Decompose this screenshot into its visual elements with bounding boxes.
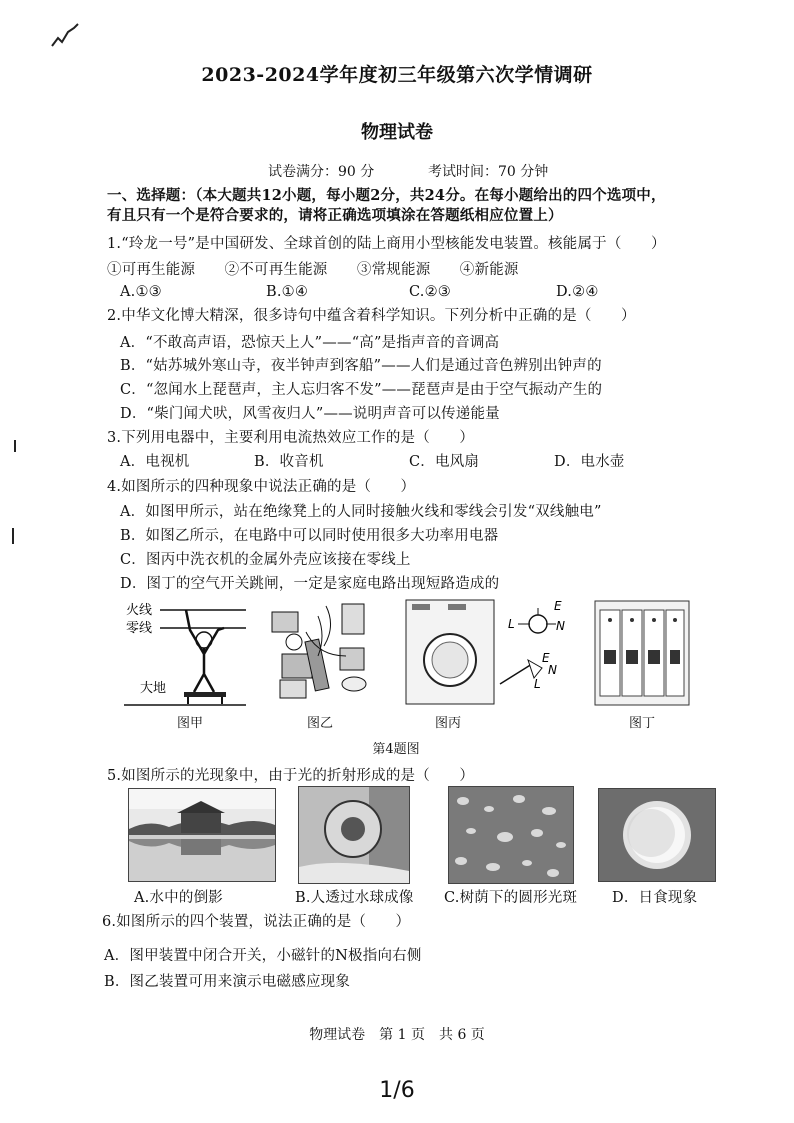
q3-stem: 3.下列用电器中，主要利用电流热效应工作的是（ ）: [107, 430, 475, 446]
q6-option-a: A．图甲装置中闭合开关，小磁针的N极指向右侧: [104, 948, 422, 964]
subject-title: 物理试卷: [361, 122, 433, 143]
q4-option-a: A．如图甲所示，站在绝缘凳上的人同时接触火线和零线会引发“双线触电”: [120, 504, 602, 520]
label-l: L: [534, 677, 541, 691]
q1-stem: 1.“玲龙一号”是中国研发、全球首创的陆上商用小型核能发电装置。核能属于（ ）: [107, 236, 666, 252]
q3-option-b: B．收音机: [254, 454, 324, 470]
label-e: E: [554, 599, 562, 613]
q5-option-d: D．日食现象: [612, 890, 698, 906]
q3-option-d: D．电水壶: [554, 454, 625, 470]
q4-option-b: B．如图乙所示，在电路中可以同时使用很多大功率用电器: [120, 528, 499, 544]
exam-title: 2023-2024学年度初三年级第六次学情调研: [201, 64, 593, 86]
label-n: N: [556, 619, 565, 633]
q6-option-b: B．图乙装置可用来演示电磁感应现象: [104, 974, 351, 990]
photo-solar-eclipse: [598, 788, 716, 882]
figure-yi: [266, 596, 376, 704]
scan-mark: [48, 20, 88, 50]
q3-option-a: A．电视机: [120, 454, 190, 470]
page-footer: 物理试卷 第 1 页 共 6 页: [309, 1027, 485, 1043]
q1-option-a: A.①③: [120, 284, 162, 300]
q4-option-d: D．图丁的空气开关跳闸，一定是家庭电路出现短路造成的: [120, 576, 500, 592]
caption-jia: 图甲: [176, 716, 203, 731]
full-score: 试卷满分：90 分: [268, 164, 375, 180]
photo-water-ball: [298, 786, 410, 884]
caption-ding: 图丁: [628, 716, 655, 731]
q5-option-b: B.人透过水球成像: [295, 890, 414, 906]
q3-option-c: C．电风扇: [409, 454, 480, 470]
label-l: L: [508, 617, 515, 631]
q6-stem: 6.如图所示的四个装置，说法正确的是（ ）: [102, 914, 411, 930]
label-ground: 大地: [140, 681, 167, 696]
q2-stem: 2.中华文化博大精深，很多诗句中蕴含着科学知识。下列分析中正确的是（ ）: [107, 308, 636, 324]
figure-ding: [594, 600, 690, 706]
q2-option-b: B．“姑苏城外寒山寺，夜半钟声到客船”——人们是通过音色辨别出钟声的: [120, 358, 602, 374]
section-heading: 一、选择题：（本大题共12小题，每小题2分，共24分。在每小题给出的四个选项中，: [107, 187, 666, 204]
label-neutral-wire: 零线: [126, 621, 153, 636]
section-heading-cont: 有且只有一个是符合要求的，请将正确选项填涂在答题纸相应位置上）: [107, 207, 563, 224]
figure-bing: [404, 598, 564, 706]
q1-option-b: B.①④: [266, 284, 309, 300]
photo-water-reflection: [128, 788, 276, 882]
q1-option-c: C.②③: [409, 284, 451, 300]
photo-light-spots: [448, 786, 574, 884]
label-n: N: [548, 663, 557, 677]
label-e: E: [542, 651, 550, 665]
q2-option-a: A．“不敢高声语，恐惊天上人”——“高”是指声音的音调高: [120, 335, 500, 351]
caption-yi: 图乙: [306, 716, 333, 731]
caption-bing: 图丙: [434, 716, 461, 731]
q4-stem: 4.如图所示的四种现象中说法正确的是（ ）: [107, 479, 416, 495]
figure-jia: [120, 596, 250, 708]
q1-items: ①可再生能源 ②不可再生能源 ③常规能源 ④新能源: [107, 262, 519, 278]
q1-option-d: D.②④: [556, 284, 599, 300]
exam-time: 考试时间：70 分钟: [428, 164, 549, 180]
q5-option-a: A.水中的倒影: [134, 890, 223, 906]
page-indicator: 1/6: [379, 1078, 415, 1103]
q2-option-c: C．“忽闻水上琵琶声，主人忘归客不发”——琵琶声是由于空气振动产生的: [120, 382, 603, 398]
q5-stem: 5.如图所示的光现象中，由于光的折射形成的是（ ）: [107, 768, 475, 784]
scan-mark: [14, 440, 16, 452]
scan-mark: [12, 528, 14, 544]
figure-4-title: 第4题图: [372, 742, 420, 757]
q4-option-c: C．图丙中洗衣机的金属外壳应该接在零线上: [120, 552, 411, 568]
label-live-wire: 火线: [126, 603, 153, 618]
q5-option-c: C.树荫下的圆形光斑: [444, 890, 578, 906]
q2-option-d: D．“柴门闻犬吠，风雪夜归人”——说明声音可以传递能量: [120, 406, 500, 422]
